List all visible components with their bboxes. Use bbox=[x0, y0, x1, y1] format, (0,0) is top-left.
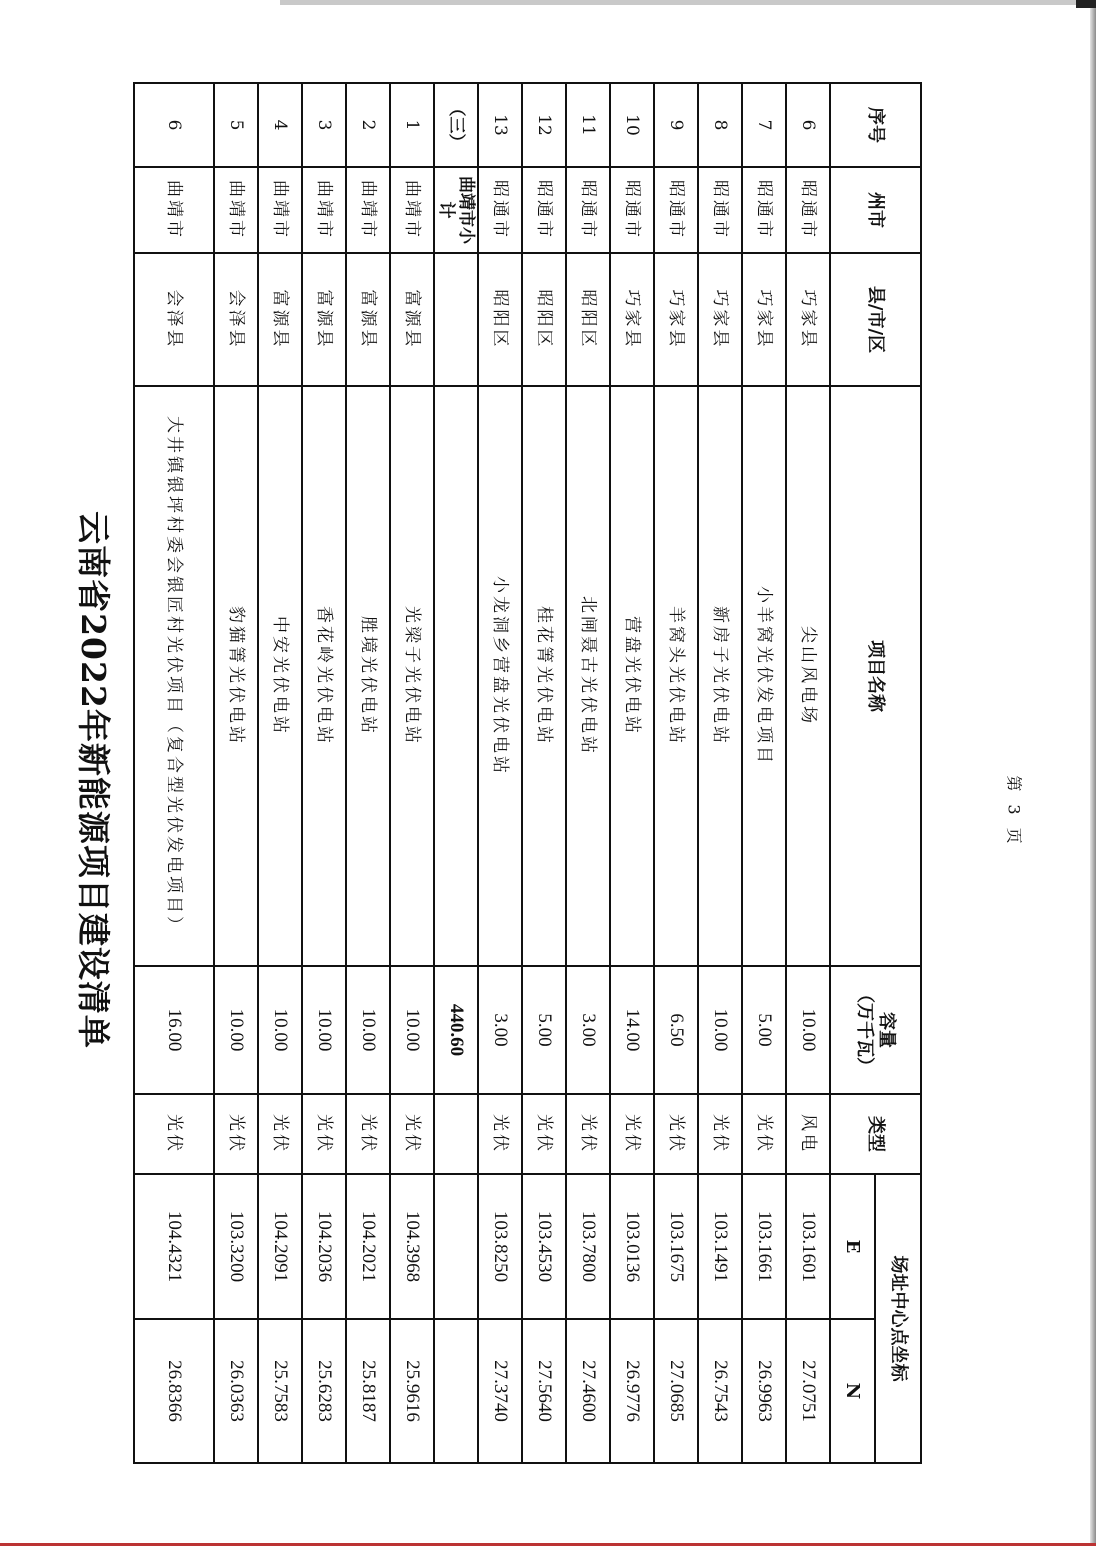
cell-east: 103.4530 bbox=[522, 1174, 566, 1319]
cell-prefecture: 昭通市 bbox=[522, 167, 566, 253]
cell-north: 25.9616 bbox=[390, 1319, 434, 1463]
cell-seq: 1 bbox=[390, 83, 434, 167]
page-number: 第 3 页 bbox=[1004, 775, 1024, 848]
cell-county: 富源县 bbox=[258, 253, 302, 386]
cell-county: 巧家县 bbox=[610, 253, 654, 386]
cell-north: 26.9776 bbox=[610, 1319, 654, 1463]
cell-county: 巧家县 bbox=[698, 253, 742, 386]
table-row bbox=[346, 83, 390, 1463]
cell-project-name: 小羊窝光伏发电项目 bbox=[742, 386, 786, 966]
cell-project-name: 北闸聂古光伏电站 bbox=[566, 386, 610, 966]
header-project-name: 项目名称 bbox=[830, 386, 921, 966]
cell-capacity: 10.00 bbox=[786, 966, 830, 1094]
cell-prefecture: 曲靖市 bbox=[346, 167, 390, 253]
header-capacity bbox=[830, 966, 921, 1094]
cell-capacity: 3.00 bbox=[566, 966, 610, 1094]
header-capacity-unit: （万千瓦） bbox=[854, 985, 876, 1075]
table-row bbox=[786, 83, 830, 1463]
cell-project-name: 香花岭光伏电站 bbox=[302, 386, 346, 966]
cell-project-name: 中安光伏电站 bbox=[258, 386, 302, 966]
cell-seq: 12 bbox=[522, 83, 566, 167]
cell-east: 103.1491 bbox=[698, 1174, 742, 1319]
cell-east: 103.1675 bbox=[654, 1174, 698, 1319]
header-north: N bbox=[830, 1319, 875, 1463]
table-row bbox=[610, 83, 654, 1463]
cell-capacity: 10.00 bbox=[258, 966, 302, 1094]
cell-seq: 10 bbox=[610, 83, 654, 167]
cell-north: 26.8366 bbox=[134, 1319, 214, 1463]
cell-seq: 11 bbox=[566, 83, 610, 167]
cell-type: 光伏 bbox=[346, 1094, 390, 1174]
cell-county: 会泽县 bbox=[214, 253, 258, 386]
cell-east: 104.2091 bbox=[258, 1174, 302, 1319]
cell-seq: 4 bbox=[258, 83, 302, 167]
cell-project-name: 豹猫箐光伏电站 bbox=[214, 386, 258, 966]
cell-seq: 6 bbox=[786, 83, 830, 167]
cell-project-name: 桂花箐光伏电站 bbox=[522, 386, 566, 966]
table-row bbox=[698, 83, 742, 1463]
cell-type: 光伏 bbox=[698, 1094, 742, 1174]
cell-project-name: 光梁子光伏电站 bbox=[390, 386, 434, 966]
cell-prefecture: 曲靖市 bbox=[390, 167, 434, 253]
cell-project-name: 新房子光伏电站 bbox=[698, 386, 742, 966]
cell-north: 25.8187 bbox=[346, 1319, 390, 1463]
cell-seq: 6 bbox=[134, 83, 214, 167]
cell-type: 光伏 bbox=[566, 1094, 610, 1174]
cell-east: 103.1661 bbox=[742, 1174, 786, 1319]
cell-county: 会泽县 bbox=[134, 253, 214, 386]
cell-capacity: 16.00 bbox=[134, 966, 214, 1094]
header-county: 县/市/区 bbox=[830, 253, 921, 386]
cell-prefecture: 曲靖市 bbox=[302, 167, 346, 253]
cell-capacity: 6.50 bbox=[654, 966, 698, 1094]
table-header-row bbox=[875, 83, 921, 1463]
cell-north: 27.3740 bbox=[478, 1319, 522, 1463]
subtotal-row bbox=[434, 83, 478, 1463]
cell-north: 25.7583 bbox=[258, 1319, 302, 1463]
cell-county: 富源县 bbox=[390, 253, 434, 386]
cell-seq: 5 bbox=[214, 83, 258, 167]
cell-capacity: 10.00 bbox=[302, 966, 346, 1094]
cell-seq: 7 bbox=[742, 83, 786, 167]
cell-county: 昭阳区 bbox=[522, 253, 566, 386]
cell-capacity: 5.00 bbox=[522, 966, 566, 1094]
cell-prefecture: 昭通市 bbox=[786, 167, 830, 253]
subtotal-empty-cell bbox=[434, 253, 478, 386]
cell-capacity: 10.00 bbox=[214, 966, 258, 1094]
table-row bbox=[566, 83, 610, 1463]
cell-east: 104.2036 bbox=[302, 1174, 346, 1319]
header-east: E bbox=[830, 1174, 875, 1319]
cell-north: 26.9963 bbox=[742, 1319, 786, 1463]
cell-prefecture: 昭通市 bbox=[478, 167, 522, 253]
cell-county: 富源县 bbox=[302, 253, 346, 386]
cell-project-name: 小龙洞乡营盘光伏电站 bbox=[478, 386, 522, 966]
cell-project-name: 尖山风电场 bbox=[786, 386, 830, 966]
header-capacity-label: 容量 bbox=[876, 1012, 898, 1048]
cell-county: 昭阳区 bbox=[478, 253, 522, 386]
cell-north: 26.7543 bbox=[698, 1319, 742, 1463]
subtotal-empty-cell bbox=[434, 1174, 478, 1319]
subtotal-label: 曲靖市小计 bbox=[434, 167, 478, 253]
cell-project-name: 胜境光伏电站 bbox=[346, 386, 390, 966]
cell-type: 光伏 bbox=[610, 1094, 654, 1174]
cell-north: 26.0363 bbox=[214, 1319, 258, 1463]
cell-type: 光伏 bbox=[390, 1094, 434, 1174]
cell-east: 103.7800 bbox=[566, 1174, 610, 1319]
table-row bbox=[522, 83, 566, 1463]
cell-capacity: 10.00 bbox=[698, 966, 742, 1094]
cell-north: 25.6283 bbox=[302, 1319, 346, 1463]
cell-prefecture: 曲靖市 bbox=[258, 167, 302, 253]
cell-project-name: 营盘光伏电站 bbox=[610, 386, 654, 966]
cell-seq: 9 bbox=[654, 83, 698, 167]
cell-east: 104.4321 bbox=[134, 1174, 214, 1319]
cell-type: 光伏 bbox=[522, 1094, 566, 1174]
cell-type: 光伏 bbox=[134, 1094, 214, 1174]
cell-county: 巧家县 bbox=[742, 253, 786, 386]
cell-type: 光伏 bbox=[258, 1094, 302, 1174]
cell-seq: 8 bbox=[698, 83, 742, 167]
cell-type: 光伏 bbox=[478, 1094, 522, 1174]
cell-type: 光伏 bbox=[302, 1094, 346, 1174]
cell-seq: 2 bbox=[346, 83, 390, 167]
cell-prefecture: 昭通市 bbox=[654, 167, 698, 253]
table-row bbox=[478, 83, 522, 1463]
cell-prefecture: 曲靖市 bbox=[214, 167, 258, 253]
cell-seq: 13 bbox=[478, 83, 522, 167]
header-seq: 序号 bbox=[830, 83, 921, 167]
cell-capacity: 3.00 bbox=[478, 966, 522, 1094]
table-row bbox=[654, 83, 698, 1463]
cell-county: 巧家县 bbox=[654, 253, 698, 386]
cell-capacity: 14.00 bbox=[610, 966, 654, 1094]
table-row bbox=[134, 83, 214, 1463]
cell-project-name: 大井镇银坪村委会银匠村光伏项目（复合型光伏发电项目） bbox=[134, 386, 214, 966]
cell-north: 27.0685 bbox=[654, 1319, 698, 1463]
cell-east: 103.8250 bbox=[478, 1174, 522, 1319]
cell-prefecture: 昭通市 bbox=[566, 167, 610, 253]
document-title: 云南省2022年新能源项目建设清单 bbox=[74, 511, 113, 1049]
cell-type: 光伏 bbox=[214, 1094, 258, 1174]
header-type: 类型 bbox=[830, 1094, 921, 1174]
cell-north: 27.4600 bbox=[566, 1319, 610, 1463]
cell-prefecture: 昭通市 bbox=[698, 167, 742, 253]
subtotal-empty-cell bbox=[434, 386, 478, 966]
table-row bbox=[742, 83, 786, 1463]
cell-type: 风电 bbox=[786, 1094, 830, 1174]
cell-north: 27.0751 bbox=[786, 1319, 830, 1463]
cell-type: 光伏 bbox=[654, 1094, 698, 1174]
cell-seq: 3 bbox=[302, 83, 346, 167]
cell-type: 光伏 bbox=[742, 1094, 786, 1174]
header-coordinates: 场址中心点坐标 bbox=[875, 1174, 921, 1463]
cell-east: 104.2021 bbox=[346, 1174, 390, 1319]
cell-east: 103.0136 bbox=[610, 1174, 654, 1319]
project-table bbox=[133, 82, 922, 1464]
cell-prefecture: 曲靖市 bbox=[134, 167, 214, 253]
table-row bbox=[214, 83, 258, 1463]
cell-prefecture: 昭通市 bbox=[610, 167, 654, 253]
table-row bbox=[258, 83, 302, 1463]
cell-project-name: 羊窝头光伏电站 bbox=[654, 386, 698, 966]
cell-north: 27.5640 bbox=[522, 1319, 566, 1463]
cell-prefecture: 昭通市 bbox=[742, 167, 786, 253]
subtotal-seq: （三） bbox=[434, 83, 478, 167]
cell-county: 富源县 bbox=[346, 253, 390, 386]
table-row bbox=[390, 83, 434, 1463]
cell-east: 103.1601 bbox=[786, 1174, 830, 1319]
header-prefecture: 州市 bbox=[830, 167, 921, 253]
table-row bbox=[302, 83, 346, 1463]
cell-capacity: 10.00 bbox=[346, 966, 390, 1094]
cell-east: 104.3968 bbox=[390, 1174, 434, 1319]
cell-east: 103.3200 bbox=[214, 1174, 258, 1319]
subtotal-empty-cell bbox=[434, 1319, 478, 1463]
cell-capacity: 10.00 bbox=[390, 966, 434, 1094]
subtotal-capacity: 440.60 bbox=[434, 966, 478, 1094]
cell-county: 巧家县 bbox=[786, 253, 830, 386]
subtotal-empty-cell bbox=[434, 1094, 478, 1174]
cell-capacity: 5.00 bbox=[742, 966, 786, 1094]
cell-county: 昭阳区 bbox=[566, 253, 610, 386]
